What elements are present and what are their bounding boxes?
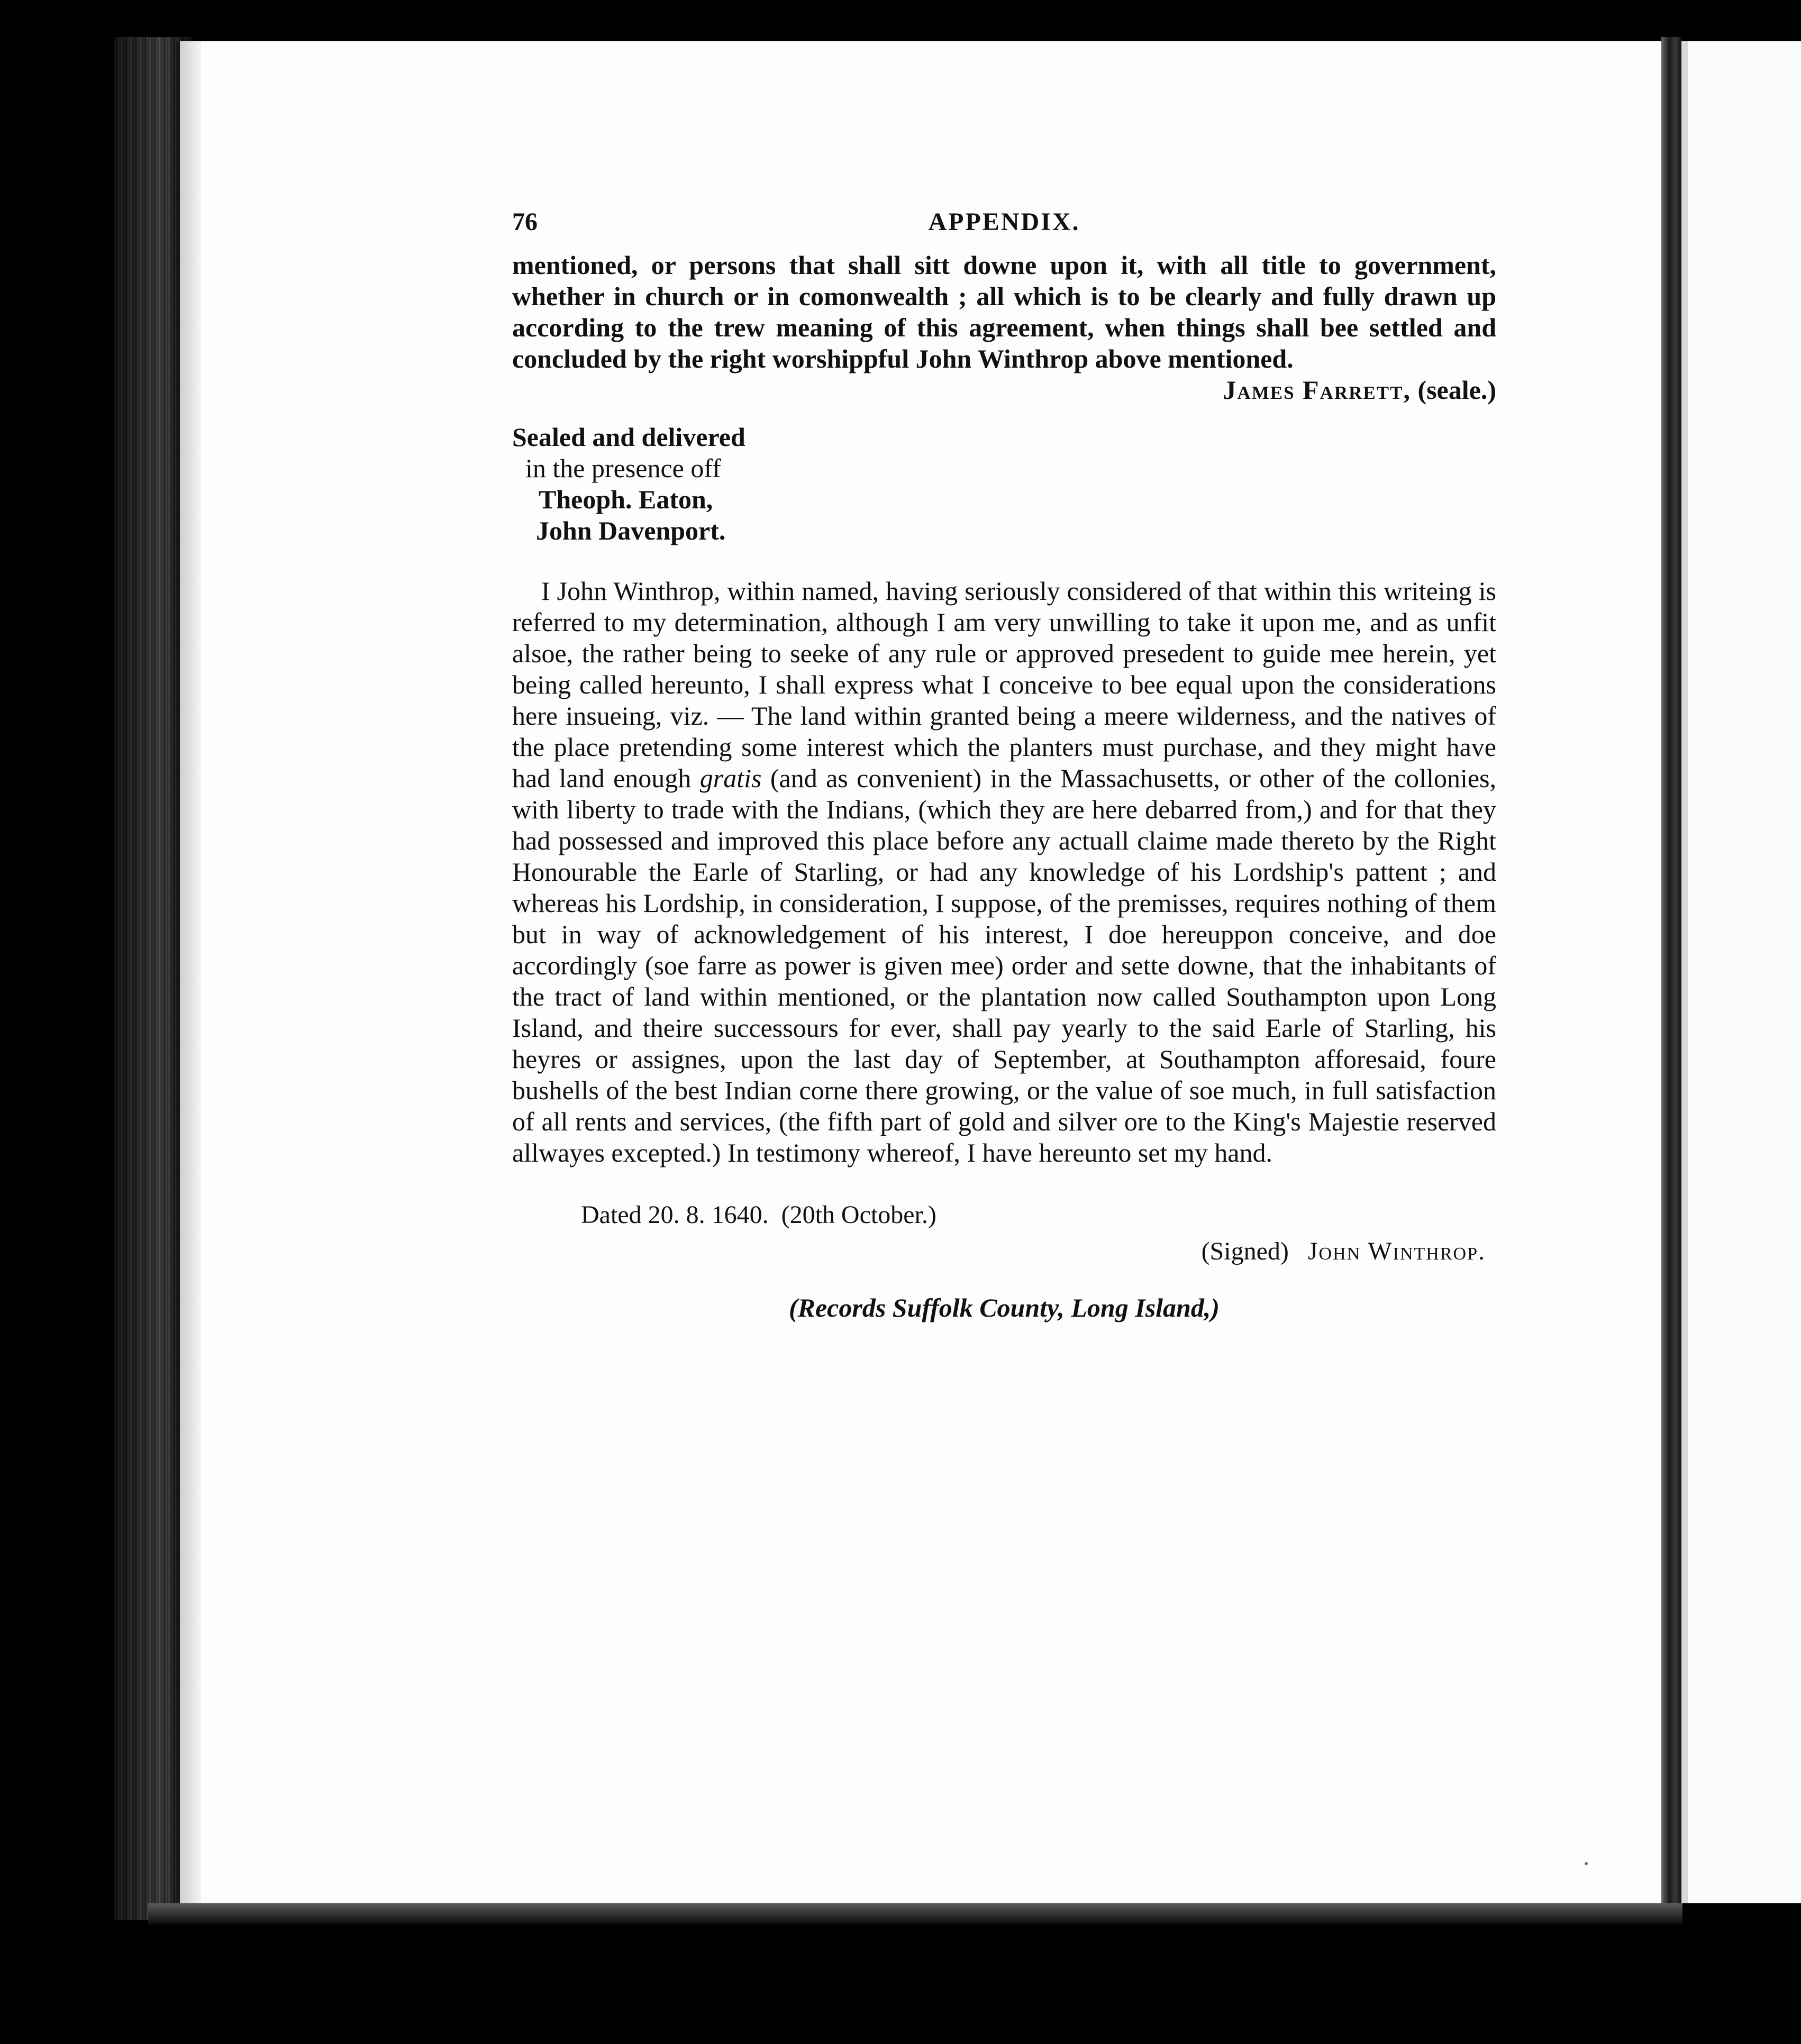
farrett-signer-name: James Farrett,: [1223, 375, 1411, 405]
witness-line-davenport: John Davenport.: [536, 516, 726, 545]
page-bottom-edge: [148, 1903, 1682, 1924]
witness-line-sealed: Sealed and delivered: [512, 422, 745, 452]
signed-name: John Winthrop.: [1307, 1237, 1486, 1265]
page-text-block: [512, 206, 1496, 1350]
page-gutter: [180, 41, 201, 1903]
signed-label: (Signed): [1201, 1237, 1289, 1265]
dated-line: [512, 1199, 1496, 1230]
deed-tail-paragraph: mentioned, or persons that shall sitt downe upon it, with all title to government, whether in church or in comonwealth ; all which is to be clearly and fully drawn up according to the trew meaning of this agreement, when things shall bee settled and concluded by the right worshippful John Winthrop above mentioned.: [512, 250, 1496, 373]
witness-line-eaton: Theoph. Eaton,: [539, 485, 713, 514]
dated-text: Dated 20. 8. 1640.: [581, 1201, 769, 1229]
decision-text-part2: (and as convenient) in the Massachusetts, or other of the collonies, with liberty to trade with the Indians, (which they are here debarred from,) and for that they had possessed and improved this place before any actuall claime made thereto by the Right Honourable the Earle of Starling, or had any knowledge of his Lordship's pattent ; and whereas his Lordship, in consideration, I suppose, of the premisses, requires nothing of them but in way of acknowledgement of his interest, I doe hereuppon conceive, and doe accordingly (soe farre as power is given mee) order and sette downe, that the inhabitants of the tract of land within mentioned, or the plantation now called Southampton upon Long Island, and theire successours for ever, shall pay yearly to the said Earle of Starling, his heyres or assignes, upon the last day of September, at Southampton afforesaid, foure bushells of the best Indian corne there growing, or the value of soe much, in full satisfaction of all rents and services, (the fifth part of gold and silver ore to the King's Majestie reserved allwayes excepted.) In testimony whereof, I have hereunto set my hand.: [512, 763, 1497, 1167]
winthrop-decision-paragraph: [512, 576, 1496, 1169]
farrett-signature: [512, 375, 1496, 406]
records-citation: (Records Suffolk County, Long Island,): [788, 1293, 1220, 1322]
facing-page-edge: [1661, 37, 1681, 1907]
running-head: [512, 206, 1496, 243]
signed-line: [512, 1236, 1496, 1267]
witness-line-presence: in the presence off: [525, 453, 721, 483]
decision-text-part1: I John Winthrop, within named, having seriously considered of that within this writeing is referred to my determination, although I am very unwilling to take it upon me, and as unfit alsoe, the rather being to seeke of any rule or approved presedent to guide mee herein, yet being called hereunto, I shall express what I conceive to bee equal upon the considerations here insueing, viz. — The land within granted being a meere wilderness, and the natives of the place pretending some interest which the planters must purchase, and they might have had land enough: [512, 576, 1496, 793]
decision-italic-gratis: gratis: [699, 763, 762, 793]
page-speck: [1585, 1862, 1588, 1865]
facing-page: [1681, 41, 1801, 1903]
page-number: 76: [512, 208, 538, 236]
farrett-seal-note: (seale.): [1411, 375, 1496, 405]
dated-note: (20th October.): [781, 1201, 936, 1229]
page-header-title: APPENDIX.: [928, 208, 1080, 236]
witness-block: [512, 422, 1496, 546]
